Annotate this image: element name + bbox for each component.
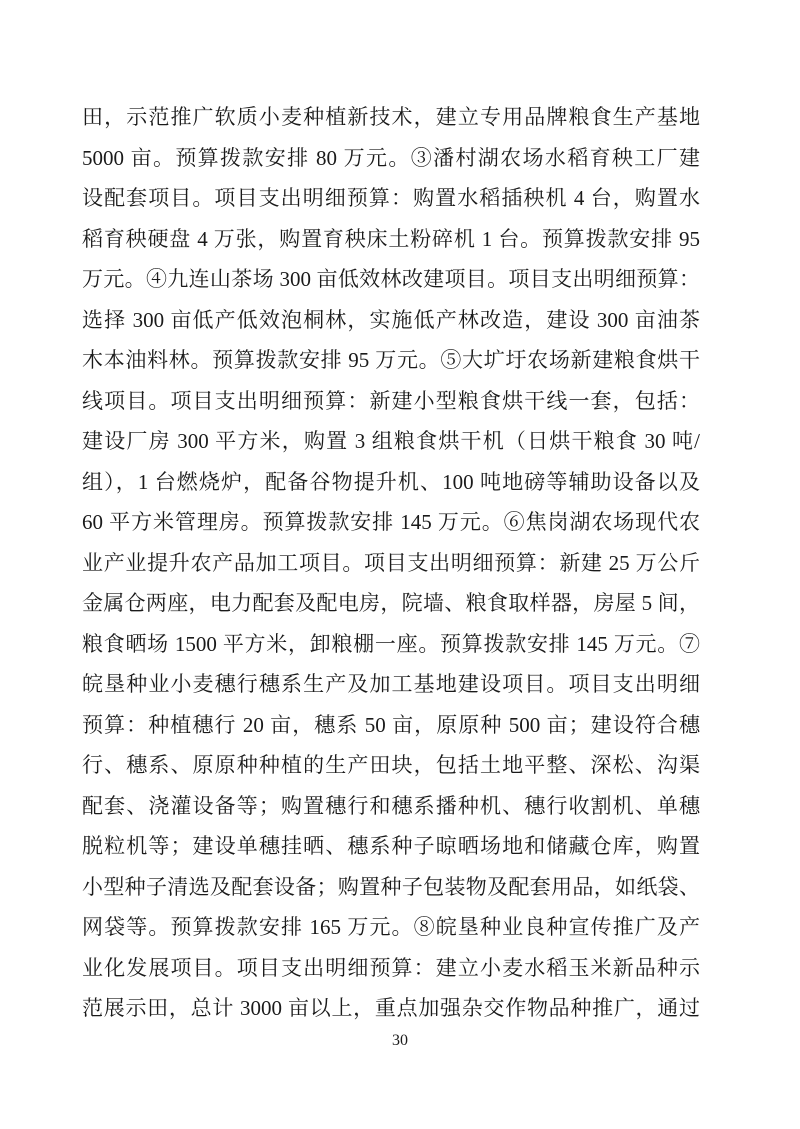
document-body [82,97,700,1029]
text-line: 5000 亩。预算拨款安排 80 万元。③潘村湖农场水稻育秧工厂建 [82,145,700,170]
text-line: 粮食晒场 1500 平方米，卸粮棚一座。预算拨款安排 145 万元。⑦ [82,631,700,656]
text-line: 线项目。项目支出明细预算：新建小型粮食烘干线一套，包括： [82,388,700,413]
text-line: 选择 300 亩低产低效泡桐林，实施低产林改造，建设 300 亩油茶 [82,307,700,332]
text-line: 设配套项目。项目支出明细预算：购置水稻插秧机 4 台，购置水 [82,186,700,210]
text-line: 田，示范推广软质小麦种植新技术，建立专用品牌粮食生产基地 [82,105,700,129]
text-line: 皖垦种业小麦穗行穗系生产及加工基地建设项目。项目支出明细 [82,672,700,696]
text-line: 预算：种植穗行 20 亩，穗系 50 亩，原原种 500 亩；建设符合穗 [82,712,700,737]
text-line: 范展示田，总计 3000 亩以上，重点加强杂交作物品种推广，通过 [82,996,700,1020]
text-line: 金属仓两座，电力配套及配电房，院墙、粮食取样器，房屋 5 间， [82,591,700,615]
text-line: 木本油料林。预算拨款安排 95 万元。⑤大圹圩农场新建粮食烘干 [82,348,700,372]
text-line: 60 平方米管理房。预算拨款安排 145 万元。⑥焦岗湖农场现代农 [82,510,700,534]
text-line: 万元。④九连山茶场 300 亩低效林改建项目。项目支出明细预算： [82,267,700,291]
text-line: 建设厂房 300 平方米，购置 3 组粮食烘干机（日烘干粮食 30 吨/ [82,429,700,453]
text-line: 稻育秧硬盘 4 万张，购置育秧床土粉碎机 1 台。预算拨款安排 95 [82,226,700,251]
text-line: 网袋等。预算拨款安排 165 万元。⑧皖垦种业良种宣传推广及产 [82,915,700,939]
text-line: 小型种子清选及配套设备；购置种子包装物及配套用品，如纸袋、 [82,874,700,899]
text-line: 组），1 台燃烧炉，配备谷物提升机、100 吨地磅等辅助设备以及 [82,469,700,494]
text-line: 配套、浇灌设备等；购置穗行和穗系播种机、穗行收割机、单穗 [82,793,700,818]
text-line: 业产业提升农产品加工项目。项目支出明细预算：新建 25 万公斤 [82,550,700,575]
text-line: 脱粒机等；建设单穗挂晒、穗系种子晾晒场地和储藏仓库，购置 [82,834,700,858]
text-line: 行、穗系、原原种种植的生产田块，包括土地平整、深松、沟渠 [82,753,700,777]
page-number: 30 [392,1032,408,1049]
text-line: 业化发展项目。项目支出明细预算：建立小麦水稻玉米新品种示 [82,955,700,980]
